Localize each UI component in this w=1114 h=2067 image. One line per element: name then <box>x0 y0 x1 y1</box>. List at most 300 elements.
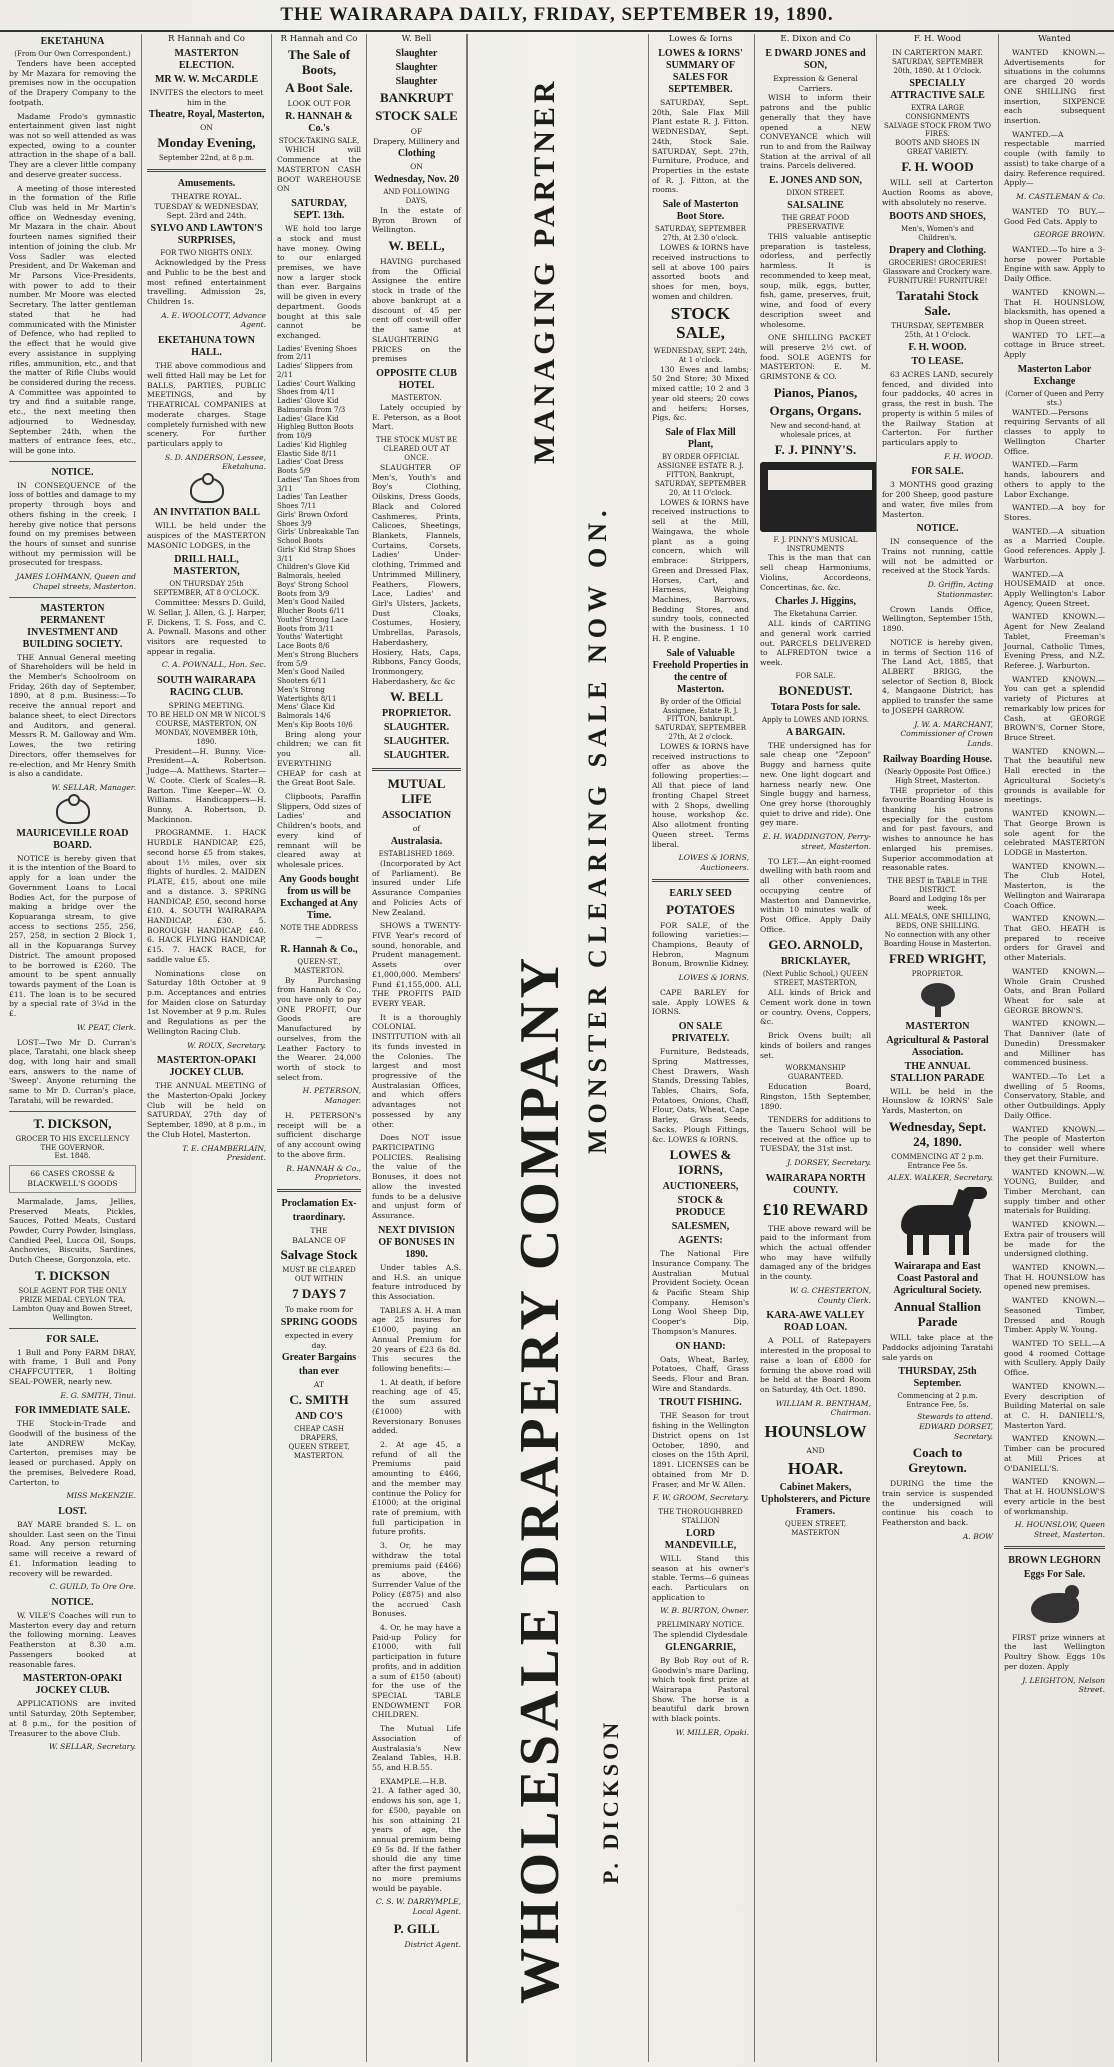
higgins-sub: The Eketahuna Carrier. <box>773 610 858 619</box>
trains-notice-heading: NOTICE. <box>916 523 959 535</box>
mutual-note: The Mutual Life Association of Australasia's New Zealand Tables, H.B. 55, and H.B.55. <box>372 1724 461 1773</box>
wanted-6: WANTED TO LET.—a cottage in Bruce street. Apply <box>1004 330 1105 360</box>
railway-board: Board and Lodging 18s per week. <box>889 894 986 912</box>
wairarapa-parade: Annual Stallion Parade <box>893 1299 982 1330</box>
hounslow-address: QUEEN STREET, MASTERTON <box>784 1520 847 1538</box>
eggs-for-sale: Eggs For Sale. <box>1023 1568 1086 1580</box>
road-board-signature: W. PEAT, Clerk. <box>76 1022 136 1032</box>
higgins: Charles J. Higgins, <box>774 596 857 608</box>
road-board-text: NOTICE is hereby given that it is the intention of the Board to apply for a loan under the Government Loans to Local Bodies Act, for the purpose of making a bridge over the Kopuaranga stream, to give access to sections 255, 256, 257, 258, in section 2 Block 1, all in the Kopuaranga Survey District. The amount proposed to be borrowed is £260. The amount to be spent annually towards payment of the Loan is £11. The loan is to be secured by a special rate of 3¼d in the £. <box>9 853 136 1019</box>
notice-text: IN CONSEQUENCE of the loss of bottles and damage to my property through boys and others fishing in the creek, I hereby give notice that persons found on my premises between the hours of sunset and sunrise without my permission will be prosecuted for trespass. <box>9 480 136 568</box>
election-on: ON <box>200 123 213 133</box>
proprietor: PROPRIETOR. <box>382 708 451 720</box>
hoar: HOAR. <box>787 1458 844 1478</box>
reward-text: THE above reward will be paid to the informant from which the actual offender who may have wilfully damaged any of the bridges in the county. <box>760 1223 871 1282</box>
pianos-text: New and second-hand, at wholesale prices, at <box>770 421 861 439</box>
arnold-brick: Brick Ovens built; all kinds of boilers and ranges set. <box>760 1031 871 1060</box>
railway-meals: ALL MEALS, ONE SHILLING, BEDS, ONE SHILLING. <box>884 912 991 930</box>
salsaline: SALSALINE <box>787 200 844 212</box>
dickson-address: Lambton Quay and Bowen Street, Wellington. <box>12 1304 133 1322</box>
boot-price-item: Ladies' Evening Shoes from 2/11 <box>277 344 357 362</box>
notice-heading: NOTICE. <box>51 466 94 478</box>
benefit-2: 2. At age 45, a refund of all the Premiums paid amounting to £466, and the member may continue the Policy for £1000; at the original rate of premium, with full participation in future profits. <box>372 1440 461 1537</box>
totara-sub: Apply to LOWES AND IORNS. <box>761 715 870 724</box>
having-text: HAVING purchased from the Official Assignee the entire stock in trade of the above bankrupt at a discount of 45 per cent off cost-will offer the same at SLAUGHTERING PRICES on the premises <box>372 257 461 364</box>
summary-text: SATURDAY, Sept. 20th, Sale Flax Mill Plant estate R. J. Fitton. WEDNESDAY, Sept. 24th, Stock Sale. SATURDAY, Sept. 27th, Furniture, Produce, and Properties in the estate of R. J. Fitton, at the rooms. <box>652 98 749 195</box>
boot-store-sale: Sale of Masterton Boot Store. <box>662 199 739 223</box>
glengarrie-signature: W. MILLER, Opaki. <box>675 1727 749 1737</box>
election-candidate: MR W. W. McCARDLE <box>154 74 259 85</box>
freehold-date: SATURDAY, SEPTEMBER 27th, At 2 o'clock. <box>655 724 746 742</box>
slaughter-3: Slaughter <box>395 76 438 87</box>
theatre-name: THEATRE ROYAL. <box>171 192 242 202</box>
p-dickson: P. DICKSON <box>598 1718 623 1884</box>
racing-rules: Nominations close on Saturday 18th October at 9 p.m. Acceptances and entries for Maiden close on Saturday 1st November at 9 p.m. Rules and Regulations as per the Wellington Racing Club. <box>147 968 266 1036</box>
boot-price-item: Men's Good Nailed Blucher Boots 6/11 <box>277 598 345 616</box>
masonic-emblem-icon <box>190 477 224 503</box>
ball-place: DRILL HALL, MASTERTON, <box>173 554 240 578</box>
dixon-street: DIXON STREET. <box>786 189 845 198</box>
karaka-signature: WILLIAM R. BENTHAM, Chairman. <box>775 1398 871 1418</box>
lowes-signature: LOWES & IORNS, Auctioneers. <box>678 853 749 872</box>
dickson-footer-text: SOLE AGENT FOR THE ONLY PRIZE MEDAL CEYLON TEA. <box>18 1286 127 1304</box>
established: ESTABLISHED 1869. <box>378 849 455 858</box>
road-board-heading: MAURICEVILLE ROAD BOARD. <box>16 827 129 851</box>
crown-lands-signature: J. W. A. MARCHANT, Commissioner of Crown Lands. <box>900 719 993 748</box>
mutual-life-3: of <box>412 824 421 834</box>
for-sale-text: 1 Bull and Pony FARM DRAY, with frame, 1 Bull and Pony CHAFFCUTTER, 1 Bolting SEAL-POWER, nearly new. <box>9 1347 136 1386</box>
boot-price-item: Children's Glove Kid Balmorals, heeled <box>277 563 350 581</box>
next-division: NEXT DIVISION OF BONUSES IN 1890. <box>378 1224 455 1260</box>
ball-text: WILL be held under the auspices of the MASTERTON MASONIC LODGES, in the <box>147 521 266 550</box>
railway-text: THE proprietor of this favourite Boarding House is thanking his patrons especially for the custom and for past favours, and wishes to announce he has enlarged his premises. Superior accommodation at reasonable rates. <box>882 785 993 873</box>
for-sale-label: FOR SALE. <box>795 671 836 680</box>
make-room: To make room for <box>284 1305 354 1315</box>
ball-heading: AN INVITATION BALL <box>153 507 260 519</box>
trains-notice-text: IN consequence of the Trains not running, cattle will not be admitted or received at the Stock Yards. <box>882 537 993 576</box>
bricklayer: BRICKLAYER, <box>780 956 851 968</box>
private-sale-text: Furniture, Bedsteads, Spring Mattresses, Chest Drawers, Wash Stands, Dressing Tables, Tables, Chairs, Sofa, Potatoes, Onions, Chaff, Flour, Oats, Wheat, Cape Barley, Grass Seeds, Sacks, Plough Fittings, &c. LOWES & IORNS. <box>652 1047 749 1144</box>
to-lease-heading: TO LEASE. <box>911 355 964 367</box>
boot-price-item: Girls' Kid Strap Shoes 3/11 <box>277 545 356 563</box>
tables-text: TABLES A. H. A man age 25 insures for £1000, paying an Annual Premium for 20 years of £23 6s 8d. This secures the following benefits:— <box>372 1305 461 1373</box>
trout-text: THE Season for trout fishing in the Wellington District opens on 1st October, 1890, and closes on the 15th April, 1891. LICENSES can be obtained from Mr D. Fraser, and Mr W. Allen. <box>652 1411 749 1489</box>
slaughter-2: Slaughter <box>395 62 438 73</box>
newspaper-title: THE WAIRARAPA DAILY, FRIDAY, SEPTEMBER 19, 1890. <box>280 4 834 25</box>
annual-parade: THE ANNUAL STALLION PARADE <box>890 1060 985 1084</box>
than-ever: than ever <box>298 1366 340 1378</box>
boot-price-item: Girls' Unbreakable Tan School Boots <box>277 528 360 546</box>
does-not-text: Does NOT issue PARTICIPATING POLICIES. Realising the value of the Bonuses, it does not allow the invested funds to be a delusive and unjust form of Assurance. <box>372 1133 461 1221</box>
show-text: Acknowledged by the Press and Public to be the best and most refined entertainment travelling. Admission 2s, Children 1s. <box>147 258 266 307</box>
divider <box>1004 1546 1105 1549</box>
ball-committee: Committee: Messrs D. Guild, W. Sellar, J. Allen, G. J. Harper, F. Dickens, T. S. Foss, and C. A. Pownall. Masons and other visitors are requested to appear in regalia. <box>147 598 267 656</box>
flax-mill-text: LOWES & IORNS have received instructions to sell at the Mill, Waingawa, the whole plant as a going concern, which will embrace: Strippers, Green and Dressed Flax, Horses, Cart, and Harness, Weighing Machines, Barrows, Bedding Stores, and sundry tools, connected with the business. 1 10 H. P. engine. <box>652 497 749 643</box>
arnold-address: (Next Public School,) QUEEN STREET, MASTERTON, <box>762 970 869 988</box>
pinny: F. J. PINNY'S. <box>774 441 857 457</box>
and-cos: AND CO'S <box>295 1410 343 1422</box>
flax-mill-order: BY ORDER OFFICIAL ASSIGNEE ESTATE R. J. FITTON, Bankrupt, <box>657 453 744 479</box>
firm-name: R. HANNAH & Co.'s <box>285 110 353 134</box>
wanted-12: WANTED KNOWN.—Agent for New Zealand Tablet, Freeman's Journal, Catholic Times, Evening Press, and N.Z. Referee. J. Warburton. <box>1004 612 1105 670</box>
jockey-heading: MASTERTON-OPAKI JOCKEY CLUB. <box>156 1055 257 1079</box>
education-board: Education Board, Ringston, 15th September, 1890. <box>760 1082 871 1111</box>
lost-signature: C. GUILD, To Ore Ore. <box>49 1582 136 1592</box>
benefit-3: 3. Or, he may withdraw the total premiums paid (£466) as above, the Surrender Value of the Policy (£875) and also the accrued Cash Bonuses. <box>372 1541 461 1619</box>
trout-signature: F. W. GROOM, Secretary. <box>652 1493 749 1503</box>
note-label: NOTE THE ADDRESS— <box>279 923 359 941</box>
divider <box>147 169 266 172</box>
and-label: AND <box>806 1445 825 1455</box>
stock-sale-date: WEDNESDAY, SEPT. 24th, At 1 o'clock. <box>653 346 748 364</box>
town-hall-text: THE above commodious and well fitted Hall may be Let for BALLS, PARTIES, PUBLIC MEETINGS, and by THEATRICAL COMPANIES at moderate charges. Stage completely furnished with new scenery. For further particulars apply to <box>147 361 266 448</box>
immediate-sale-text: THE Stock-in-Trade and Goodwill of the business of the late ANDREW McKay, Carterton, premises may be leased or purchased. Apply on the premises, Belvedere Road, Carterton, to <box>9 1419 136 1487</box>
to-lease-text: 63 ACRES LAND, securely fenced, and divided into four paddocks, 40 acres in grass, the rest in bush. The property is within 5 miles of the Railway Station at Carterton. For further particulars apply to <box>882 369 993 448</box>
lord-signature: W. B. BURTON, Owner. <box>660 1606 749 1616</box>
building-society-text: THE Annual General meeting of Shareholders will be held in the Member's Schoolroom on Friday, 26th day of September, 1890, at 8 p.m. Business:—To receive the annual report and balance sheet, to elect Directors and Auditors, and general. Messrs R. M. Galloway and Wm. Lowes, the two retiring Directors, offer themselves for re-election, and Mr Henry Smith is also a candidate. <box>9 652 136 779</box>
expected: expected in every day. <box>284 1330 354 1350</box>
boots-variety: BOOTS AND SHOES IN GREAT VARIETY. <box>894 139 981 157</box>
town-hall-signature: S. D. ANDERSON, Lessee, Eketahuna. <box>164 452 266 472</box>
pinny-text: This is the man that can sell cheap Harmoniums, Violins, Accordeons, Concertinas, &c. &c. <box>760 553 871 592</box>
column-5 <box>647 34 755 2062</box>
clothing: Clothing <box>397 148 436 160</box>
annual-parade-text: WILL be held in the Hounslow & IORNS' Sale Yards, Masterton, on <box>882 1086 993 1116</box>
column-7 <box>877 34 999 2062</box>
lord-mandeville: LORD MANDEVILLE, <box>664 1527 737 1551</box>
building-society-heading: MASTERTON PERMANENT INVESTMENT AND BUILDING SOCIETY. <box>22 602 123 650</box>
boot-price-list <box>277 345 361 730</box>
wanted-29: WANTED KNOWN.—That at H. HOUNSLOW'S every article in the best of workmanship. <box>1004 1477 1105 1516</box>
sale-body: WE hold too large a stock and must have money. Owing to our enlarged premises, we have now a larger stock than ever. Bargains will be given in every department. Goods bought at this sale cannot be exchanged. <box>277 224 361 340</box>
wairarapa-signature: Stewards to attend. EDWARD DORSET, Secretary. <box>917 1412 993 1441</box>
fred-proprietor: PROPRIETOR. <box>911 969 964 978</box>
wanted-18: WANTED KNOWN.—Whole Grain Crushed Oats, and Bran Pollard Wheat for sale at GEORGE BROWN'S. <box>1004 966 1105 1015</box>
labor-exchange-sub: (Corner of Queen and Perry sts.) <box>1005 389 1104 407</box>
salvage-two-fires: SALVAGE STOCK FROM TWO FIRES. <box>883 121 992 139</box>
edward-jones: E DWARD JONES and SON, <box>765 48 866 71</box>
town-hall-heading: EKETAHUNA TOWN HALL. <box>158 335 255 359</box>
slaughter-4: SLAUGHTER. <box>383 722 450 734</box>
drapery-clothing: Drapery and Clothing. <box>889 245 986 257</box>
wairarapa-text: WILL take place at the Paddocks adjoining Taratahi sale yards on <box>882 1333 993 1362</box>
managing-partner: MANAGING PARTNER <box>528 77 561 464</box>
eketahuna-paragraph-2: Madame Frodo's gymnastic entertainment given last night was not so well attended as was expected, owing to a counter attraction in the shape of a ball. They are a clever little company and deserve greater success. <box>9 111 136 179</box>
ag-association: Agricultural & Pastoral Association. <box>886 1034 989 1058</box>
wanted-22: WANTED KNOWN.—W. YOUNG, Builder, and Timber Merchant, can supply timber and other materials for Building. <box>1004 1167 1105 1216</box>
wanted-20: WANTED.—To Let a dwelling of 5 Rooms, Conservatory, Stable, and other Outbuildings. Apply Daily Office. <box>1004 1072 1105 1120</box>
seven-days: 7 DAYS 7 <box>292 1286 346 1302</box>
benefit-4: 4. Or, he may have a Paid-up Policy for £1000, with full participation in future profits, and in addition a sum of £150 (about) for the use of the SPECIAL TABLE ENDOWMENT FOR CHILDREN. <box>372 1622 461 1720</box>
wanted-7: WANTED.—Persons requiring Servants of all classes to apply to Wellington Charter Office. <box>1004 407 1105 456</box>
remnants-text: Clipboots, Paraffin Slippers, Odd sizes of Ladies' and Children's boots, and every kind of remnant will be cleared away at wholesale prices. <box>277 792 361 870</box>
mutual-life-4: Australasia. <box>390 835 443 847</box>
lost-dog-text: LOST—Two Mr D. Curran's place, Taratahi, one black sheep dog, with long hair and small ears, answers to the name of 'Sweep'. Anyone returning the same to Mr D. Curran's place, Taratahi, will be rewarded. <box>9 1037 136 1105</box>
leghorn-text: FIRST prize winners at the last Wellington Poultry Show. Eggs 10s per dozen. Apply <box>1004 1632 1105 1671</box>
benefit-1: 1. At death, if before reaching age of 45, the sum assured (£1000) with Reversionary Bonuses added. <box>372 1377 461 1436</box>
masterton-label: MASTERTON. <box>391 393 442 402</box>
dickson-heading: T. DICKSON, <box>33 1115 112 1131</box>
salsaline-agent: ONE SHILLING PACKET will preserve 2½ cwt. of food. SOLE AGENTS for MASTERTON: E. M. GRIMSTONE & CO. <box>760 333 871 382</box>
wanted-8: WANTED.—Farm hands, labourers and others to apply to the Labor Exchange. <box>1004 460 1105 499</box>
annual-date: Wednesday, Sept. 24, 1890. <box>888 1118 987 1149</box>
divider <box>9 461 136 462</box>
boot-price-item: Youths' Strong Lace Boots from 3/11 <box>277 615 349 633</box>
w-bell: W. BELL, <box>388 238 445 254</box>
jockey-club-heading: MASTERTON-OPAKI JOCKEY CLUB. <box>22 1673 123 1697</box>
wanted-26: WANTED TO SELL.—A good 4 roomed Cottage with Scullery. Apply Daily Office. <box>1004 1339 1105 1378</box>
karaka-heading: KARA-AWE VALLEY ROAD LOAN. <box>766 1310 865 1334</box>
c-smith: C. SMITH <box>289 1392 349 1408</box>
salsaline-text: THIS valuable antiseptic preparation is tasteless, odorless, and perfectly harmless. It is recommended to keep meat, soup, milk, eggs, butter, fish, game, preserves, fruit, wine, and food of every description sweet and wholesome. <box>760 232 871 329</box>
queen-street: QUEEN STREET, <box>288 1442 350 1451</box>
dickson-subheading: GROCER TO HIS EXCELLENCY THE GOVERNOR. <box>15 1134 130 1152</box>
private-sale-heading: ON SALE PRIVATELY. <box>671 1021 730 1045</box>
freehold-order: By order of the Official Assignee, Estate R. J. FITTON, bankrupt. <box>659 697 742 724</box>
workmanship: WORKMANSHIP GUARANTEED. <box>785 1064 846 1082</box>
drapery: Drapery, Millinery and <box>373 136 460 146</box>
ball-when: ON THURSDAY 25th SEPTEMBER, AT 8 O'CLOCK. <box>153 580 260 598</box>
annual-time: COMMENCING AT 2 p.m. Entrance Fee 5s. <box>891 1152 984 1170</box>
column-1 <box>4 34 142 2062</box>
racing-signature: W. ROUX, Secretary. <box>187 1040 266 1050</box>
stock-sale: STOCK SALE <box>375 107 458 123</box>
racing-officers: President—H. Bunny. Vice-President—A. Robertson. Judge—A. Matthews. Starter—W. Coote. Clerk of Scales—R. Barton. Time Keeper—W. O. Williams. Handicappers—H. Bunny, A. Robertson, D. Mackinnon. <box>147 746 266 824</box>
coach-text: DURING the time the train service is suspended the undersigned will continue his coach to Featherston and back. <box>882 1479 993 1528</box>
greater-bargains: Greater Bargains <box>281 1352 357 1364</box>
wanted-24: WANTED KNOWN.—That H. HOUNSLOW has opened new premises. <box>1004 1262 1105 1292</box>
wanted-4: WANTED.—To hire a 3-horse power Portable Engine with saw. Apply to Daily Office. <box>1004 244 1105 284</box>
election-heading: MASTERTON ELECTION. <box>174 48 239 71</box>
salvage-stock: Salvage Stock <box>280 1247 358 1263</box>
incorporated-text: (Incorporated by Act of Parliament). Be insured under Life Assurance Companies and Policies Acts of New Zealand. <box>372 858 461 917</box>
local-agent: C. S. W. DARRYMPLE, Local Agent. <box>375 1897 461 1917</box>
column-header: R Hannah and Co <box>280 34 358 44</box>
column-header: Wanted <box>1038 34 1071 44</box>
must-clear: THE STOCK MUST BE CLEARED OUT AT ONCE. <box>375 436 458 462</box>
receipt-text: H. PETERSON's receipt will be a sufficient discharge of any account owing to the above firm. <box>277 1110 361 1159</box>
sale-intro: WHICH will Commence at the MASTERTON CASH BOOT WAREHOUSE ON <box>277 145 361 194</box>
wairarapa-society: Wairarapa and East Coast Pastoral and Agricultural Society. <box>893 1261 982 1297</box>
county-heading: WAIRARAPA NORTH COUNTY. <box>765 1172 866 1196</box>
under-tables: Under tables A.S. and H.S. an unique feature introduced by this Association. <box>372 1262 461 1301</box>
sale-date: SATURDAY, SEPT. 13th. <box>291 198 347 222</box>
express-text: WISH to inform their patrons and the public generally that they have opened a NEW CONVEYANCE which will run to and from the Railway Station at the arrival of all trains. Parcels delivered. <box>760 93 871 171</box>
boot-price-item: Ladies' Court Walking Shoes from 4/11 <box>277 379 356 397</box>
twenty-five-text: SHOWS a TWENTY-FIVE Year's record of sound, honorable, and Prudent management. Assets over £1,000,000. Members' Fund £1,155,000. ALL THE PROFITS PAID EVERY YEAR. <box>372 921 461 1008</box>
lately-text: Lately occupied by E. Peterson, as a Boot Mart. <box>372 402 461 432</box>
wanted-28: WANTED KNOWN.—Timber can be procured at Mill Prices at O'DANIELL'S. <box>1004 1434 1105 1473</box>
at-label: AT <box>313 1380 325 1390</box>
stock-sale-items: 130 Ewes and lambs; 50 2nd Store; 30 Mixed mixed cattle; 10 2 and 3 year old steers; 20 cows and heifers; Horses, Pigs, &c. <box>652 364 749 423</box>
railway-address: High Street, Masterton. <box>894 776 981 785</box>
freehold-text: LOWES & IORNS have received instructions to offer as above the following properties:—All that piece of land fronting Chapel Street with 2 Shops, dwelling house, workshop &c. Also allotment fronting Queen street. Terms liberal. <box>652 742 749 849</box>
column-header: F. H. Wood <box>913 34 962 44</box>
wanted-11: WANTED.—A HOUSEMAID at once. Apply Wellington's Labor Agency, Queen Street. <box>1004 569 1105 608</box>
wanted-14: WANTED KNOWN.—That the beautiful new Hall erected in the Agricultural Society's grounds is available for meetings. <box>1004 746 1105 805</box>
boot-sale-title-1: The Sale of Boots, <box>287 47 351 77</box>
wanted-19: WANTED KNOWN.—That Danniver (late of Dunedin) Dressmaker and Milliner has commenced business. <box>1004 1019 1105 1068</box>
boots-types: Men's, Women's and Children's. <box>901 225 974 243</box>
divider <box>9 1328 136 1329</box>
dickson-items: Marmalade, Jams, Jellies, Preserved Meats, Pickles, Sauces, Potted Meats, Custard Powder, Curry Powder, Isinglass, Candied Peel, Lucca Oil, Soups, Anchovies, Biscuits, Sardines, Dutch Cheese, Gorgonzola, etc. <box>9 1196 136 1265</box>
glassware: Glassware and Crockery ware. <box>882 268 993 277</box>
wanted-2: WANTED.—A respectable married couple (with family to assist) to take charge of a dairy. Reference required. Apply— <box>1004 129 1105 188</box>
wanted-17: WANTED KNOWN.—That GEO. HEATH is prepared to receive orders for Gravel and other Materials. <box>1004 914 1105 963</box>
coach-notice-text: W. VILE'S Coaches will run to Masterton every day and return the following morning. Leaves Featherston at 8.30 a.m. Passengers booked at reasonable fares. <box>9 1611 136 1669</box>
masthead <box>0 0 1114 32</box>
opposite-club: OPPOSITE CLUB HOTEL <box>376 367 457 391</box>
racing-sub: SPRING MEETING. <box>168 701 245 711</box>
trains-notice-signature: D. Griffin, Acting Stationmaster. <box>927 580 993 599</box>
to-lease-signature: F. H. WOOD. <box>944 451 993 461</box>
divider <box>372 768 461 771</box>
lost-heading: LOST. <box>58 1506 87 1517</box>
railway-sub: (Nearly Opposite Post Office.) <box>884 767 991 776</box>
tree-icon <box>917 983 959 1017</box>
potatoes-signature: LOWES & IORNS. <box>678 973 749 983</box>
boot-price-item: Men's Strong Bluchers from 5/9 <box>277 650 359 668</box>
boot-store-text: LOWES & IORNS have received instructions to sell at above 100 pairs assorted boots and shoes for men, boys, women and children. <box>652 243 749 301</box>
fred-wright: FRED WRIGHT, <box>888 950 987 966</box>
jockey-text: THE ANNUAL MEETING of the Masterton-Opaki Jockey Club will be held on SATURDAY, 27th day of September, 1890, at 8 p.m., in the Club Hotel, Masterton. <box>147 1081 266 1139</box>
exchange-text: Any Goods bought from us will be Exchanged at Any Time. <box>278 873 360 921</box>
bargain-signature: E. H. WADDINGTON, Perry-street, Masterton. <box>762 832 871 851</box>
boot-price-item: Ladies' Tan Shoes from 3/11 <box>277 475 360 493</box>
wanted-29-signature: H. HOUNSLOW, Queen Street, Masterton. <box>1014 1520 1105 1539</box>
glengarrie: GLENGARRIE, <box>665 1641 736 1653</box>
slaughter-6: SLAUGHTER. <box>383 750 450 762</box>
clydesdale-title: The splendid Clydesdale <box>653 1630 748 1640</box>
wanted-16: WANTED KNOWN.—The Club Hotel, Masterton, is the Wellington and Wairarapa Coach Office. <box>1004 861 1105 910</box>
wholesale-drapery-ad <box>467 34 649 2062</box>
boot-price-item: Men's Good Nailed Shooters 6/11 <box>277 668 345 686</box>
wairarapa-date: THURSDAY, 25th September. <box>898 1366 977 1390</box>
special-sale: SPECIALLY ATTRACTIVE SALE <box>890 77 985 101</box>
wanted-21: WANTED KNOWN.—The people of Masterton to consider well where they get their Furniture. <box>1004 1124 1105 1163</box>
on-hand-text: Oats, Wheat, Barley, Potatoes, Chaff, Grass Seeds, Flour and Bran. Wire and Standards. <box>652 1354 749 1393</box>
auctioneers-sub-2: STOCK & PRODUCE <box>675 1195 726 1219</box>
column-header: R Hannah and Co <box>168 34 245 44</box>
education-board-signature: J. DORSEY, Secretary. <box>787 1158 871 1168</box>
railway-note: No connection with any other Boarding House in Masterton. <box>883 930 992 948</box>
grazing-text: 3 MONTHS good grazing for 200 Sheep, good pasture and water, five miles from Masterton. <box>882 480 993 519</box>
ball-signature: C. A. POWNALL, Hon. Sec. <box>161 660 266 670</box>
brown-leghorn: BROWN LEGHORN <box>1008 1554 1101 1566</box>
stock-taking: STOCK-TAKING SALE, <box>278 136 360 145</box>
hounslow: HOUNSLOW <box>764 1422 867 1442</box>
stallion-icon <box>883 1187 993 1257</box>
boot-store-date: SATURDAY, SEPTEMBER 27th, At 2.30 o'clock. <box>655 225 746 243</box>
furniture: FURNITURE! FURNITURE! <box>887 277 988 286</box>
hen-icon <box>1025 1585 1085 1629</box>
wanted-13: WANTED KNOWN.—You can get a splendid variety of Pictures at remarkably low prices for Cash, at GEORGE BROWN'S, Corner Store, Bruce Street. <box>1004 674 1105 743</box>
boot-price-item: Ladies' Kid Highleg Elastic Side 8/11 <box>277 440 347 458</box>
immediate-sale-signature: MISS McKENZIE. <box>66 1491 136 1501</box>
dickson-footer-heading: T. DICKSON <box>35 1267 110 1283</box>
pianos: Pianos, Pianos, <box>773 384 858 400</box>
column-header: W. Bell <box>401 34 432 44</box>
immediate-sale-heading: FOR IMMEDIATE SALE. <box>14 1405 131 1417</box>
column-3 <box>272 34 367 2062</box>
totara-posts: Totara Posts for sale. <box>770 701 861 713</box>
geo-arnold: GEO. ARNOLD, <box>768 937 863 953</box>
amusements-heading: Amusements. <box>177 178 236 190</box>
boot-price-item: Ladies' Glace Kid Highleg Button Boots from 10/9 <box>277 414 354 441</box>
election-day: Monday Evening, <box>157 135 256 151</box>
masterton: MASTERTON. <box>293 1451 345 1460</box>
wanted-3: WANTED TO BUY.—Good Fed Cats. Apply to <box>1004 206 1105 226</box>
estate-text: In the estate of Byron Brown of Wellington. <box>372 205 461 235</box>
boot-price-item: Mens' Glace Kid Balmorals 14/6 <box>277 703 335 721</box>
show-duration: FOR TWO NIGHTS ONLY. <box>160 249 253 258</box>
bargain-text: THE undersigned has for sale cheap one "Zepoon" Buggy and harness quite new. One light dogcart and harness nearly new. One Single buggy and harness, One grey horse (thoroughly quiet to drive and ride). One gey mare. <box>760 740 871 828</box>
dickson-established: Est. 1848. <box>54 1152 91 1161</box>
amusement-dates: TUESDAY & WEDNESDAY, Sept. 23rd and 24th. <box>154 201 259 221</box>
racing-when: TO BE HELD ON MR W NICOL'S COURSE, MASTERTON, ON MONDAY, NOVEMBER 10th, 1890. <box>147 710 266 746</box>
boot-price-item: Ladies' Glove Kid Balmorals from 7/3 <box>277 397 346 414</box>
wanted-2-signature: M. CASTLEMAN & Co. <box>1016 192 1105 202</box>
wanted-15: WANTED KNOWN.—That George Brown is sole agent for the celebrated MASTERTON LODGE in Masterton. <box>1004 809 1105 857</box>
potatoes-text: FOR SALE, of the following varieties:— Champions, Beauty of Hebron, Magnum Bonum, Brownlie Kidney. <box>652 920 749 969</box>
reward: £10 REWARD <box>762 1199 869 1219</box>
agents-heading: AGENTS: <box>678 1235 723 1247</box>
show-title: SYLVO AND LAWTON'S SURPRISES, <box>150 223 263 247</box>
lost-text: BAY MARE branded S. L. on shoulder. Last seen on the Tinui Road. Any person returning same will receive a reward of £1. Information leading to recovery will be rewarded. <box>9 1520 136 1578</box>
spring-goods: SPRING GOODS <box>280 1316 358 1328</box>
column-2 <box>142 34 272 2062</box>
jockey-signature: T. E. CHAMBERLAIN, President. <box>182 1143 266 1163</box>
purchasing-signature: H. PETERSON, Manager. <box>302 1086 361 1106</box>
boots-and-shoes: BOOTS AND SHOES, <box>889 211 986 223</box>
stock-description: SLAUGHTER OF Men's, Youth's and Boy's Clothing, Oilskins, Dress Goods, Black and Colored Cashmeres, Prints, Calicoes, Sheetings, Blankets, Flannels, Curtains, Corsets, Ladies' Under-clothing, Trimmed and Untrimmed Millinery, Feathers, Flowers, Lace, Ladies' and Girl's Ulsters, Jackets, Dust Cloaks, Costumes, Hosiery, Umbrellas, Parasols, Haberdashery, Hosiery, Hats, Caps, Ribbons, Fancy Goods, Ironmongery, Haberdashery, &c &c <box>372 462 461 686</box>
wanted-9: WANTED.—A boy for Stores. <box>1004 503 1105 522</box>
wanted-5: WANTED KNOWN.—That H. HOUNSLOW, blacksmith, has opened a shop in Queen street. <box>1004 287 1105 326</box>
crown-lands-text: NOTICE is hereby given, in terms of Section 116 of The Land Act, 1885, that ALBERT BRIGG, the selector of Section 8, Block 4, Mangaone District, has applied to transfer the same to JOSEPH GARROW. <box>882 637 993 715</box>
wanted-10: WANTED.—A situation as a Married Couple. Good references. Apply J. Warburton. <box>1004 526 1105 565</box>
election-text: INVITES the electors to meet him in the <box>149 88 264 107</box>
extra-large: EXTRA LARGE CONSIGNMENTS <box>905 103 970 121</box>
on-label: ON <box>410 162 423 172</box>
pinny-label: F. J. PINNY'S MUSICAL INSTRUMENTS <box>773 535 858 553</box>
freehold-heading: Sale of Valuable Freehold Properties in the centre of Masterton. <box>652 647 749 695</box>
w-bell-2: W. BELL <box>390 689 443 705</box>
district-agent: District Agent. <box>404 1939 461 1949</box>
eketahuna-heading: EKETAHUNA <box>40 36 105 47</box>
boot-price-item: Boys' Strong School Boots from 3/9 <box>277 580 349 598</box>
piano-icon <box>760 462 877 532</box>
salsaline-sub: THE GREAT FOOD PRESERVATIVE <box>781 214 850 232</box>
boot-price-item: Ladies' Coat Dress Boots 5/9 <box>277 458 344 476</box>
lookout-text: LOOK OUT FOR <box>287 98 351 108</box>
divider <box>9 1111 136 1112</box>
boot-price-item: Men's Kip Boots 10/6 <box>277 720 353 729</box>
coach-signature: A. BOW <box>962 1531 993 1541</box>
p-gill: P. GILL <box>393 1920 440 1936</box>
preliminary-notice: PRELIMINARY NOTICE. <box>656 1621 745 1630</box>
boot-price-item: Men's Strong Watertights 8/11 <box>277 685 337 703</box>
stock-sale-heading: STOCK SALE, <box>670 304 731 343</box>
divider <box>277 1189 361 1192</box>
groceries: GROCERIES! GROCERIES! <box>888 259 987 268</box>
slaughter-5: SLAUGHTER. <box>383 736 450 748</box>
mutual-life-2: ASSOCIATION <box>381 810 452 822</box>
divider <box>652 879 749 882</box>
column-6 <box>755 34 877 2062</box>
for-sale-heading: FOR SALE. <box>911 466 964 478</box>
railway-table: THE BEST in TABLE in THE DISTRICT. <box>887 877 988 895</box>
proclamation-the: THE <box>310 1225 328 1235</box>
